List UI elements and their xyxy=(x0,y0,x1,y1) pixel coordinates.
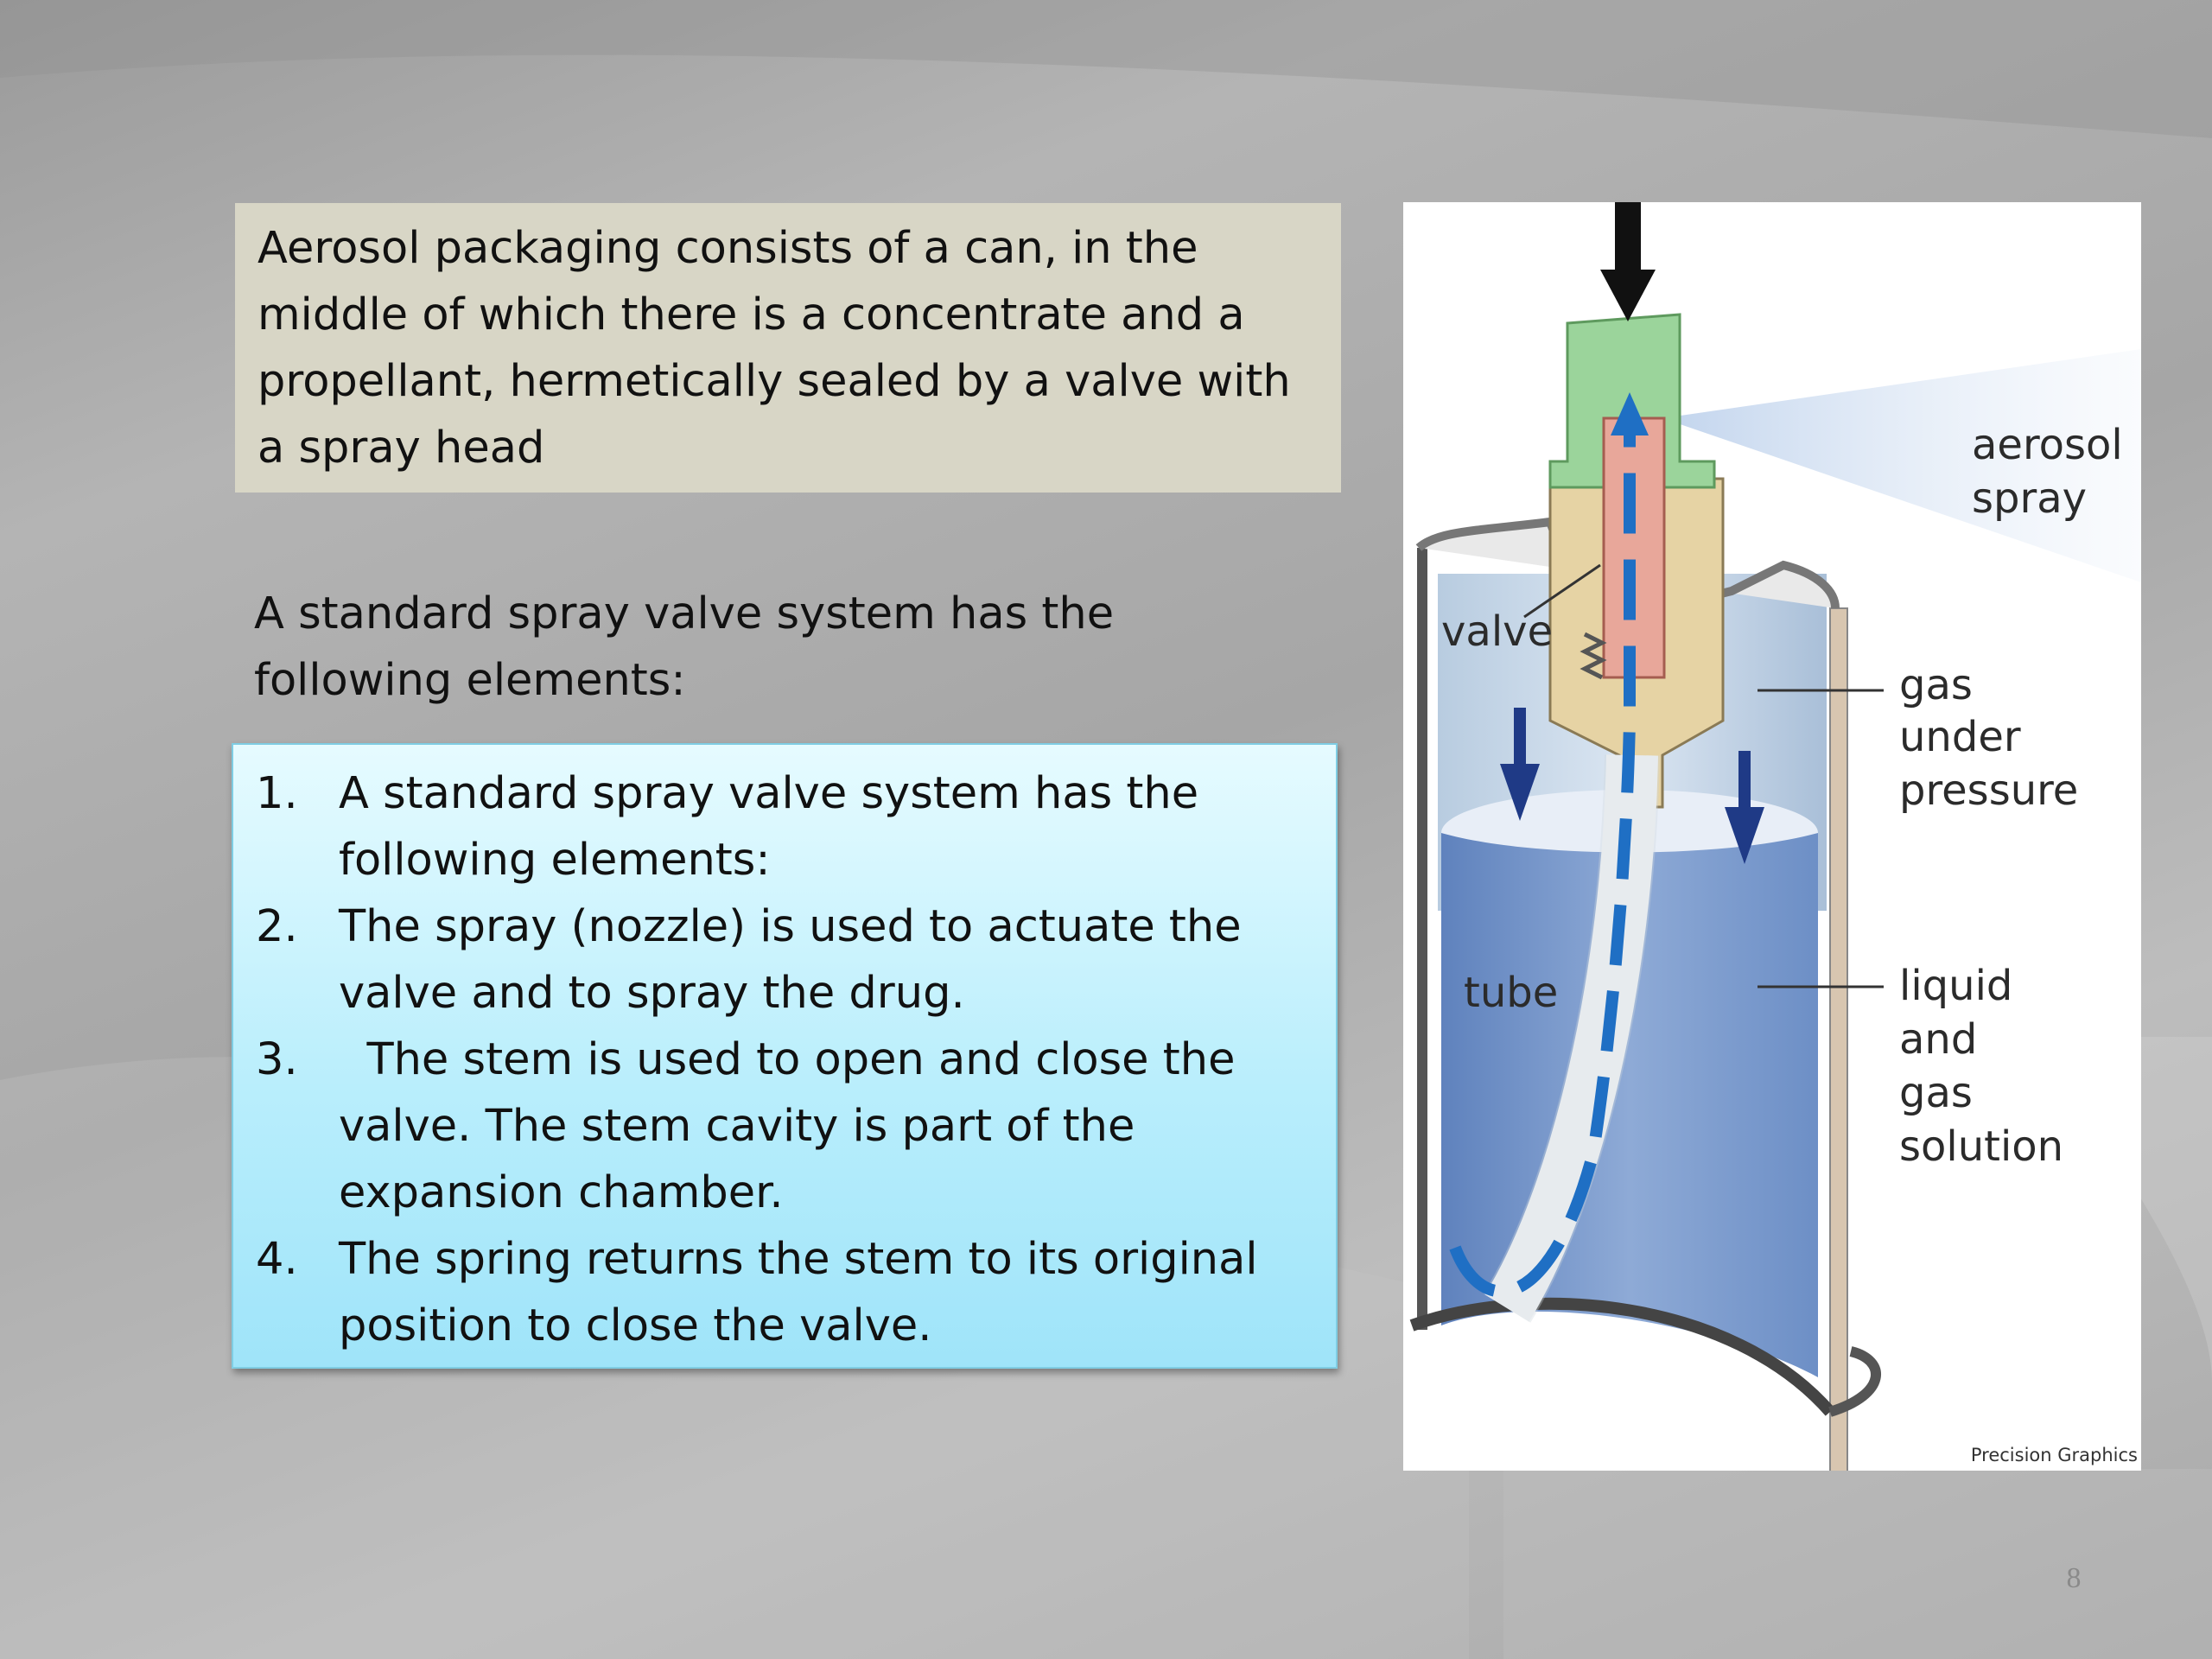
list-item xyxy=(256,893,1310,1027)
label-pressure: pressure xyxy=(1899,766,2079,815)
elements-heading-text: A standard spray valve system has the following elements: xyxy=(254,588,1115,706)
list-item-text: A standard spray valve system has the following elements: xyxy=(339,768,1199,886)
press-arrow-head xyxy=(1600,270,1656,321)
aerosol-can-diagram xyxy=(1403,202,2141,1471)
list-item xyxy=(256,1027,1310,1226)
label-solution: solution xyxy=(1899,1122,2064,1171)
intro-text: Aerosol packaging consists of a can, in the middle of which there is a concentrate and a propellant, hermetically sealed by a valve with a spray head xyxy=(257,223,1291,474)
label-under: under xyxy=(1899,713,2021,761)
elements-heading xyxy=(254,581,1239,714)
label-spray: spray xyxy=(1972,474,2088,523)
page-number: 8 xyxy=(2066,1562,2082,1594)
label-valve: valve xyxy=(1441,607,1554,656)
label-liquid: liquid xyxy=(1899,962,2013,1010)
press-arrow-shaft xyxy=(1615,202,1641,271)
list-item-text: The spray (nozzle) is used to actuate the valve and to spray the drug. xyxy=(339,901,1242,1019)
label-tube: tube xyxy=(1464,969,1559,1017)
list-item-number: 4. xyxy=(256,1234,298,1285)
list-item-text: The spring returns the stem to its original position to close the valve. xyxy=(339,1234,1258,1351)
list-item-number: 1. xyxy=(256,768,298,819)
list-item xyxy=(256,1226,1310,1359)
list-item-text: The stem is used to open and close the valve. The stem cavity is part of the expansion chamber. xyxy=(339,1034,1249,1218)
can-right-wall xyxy=(1830,608,1847,1471)
intro-text-box xyxy=(235,203,1341,493)
elements-list xyxy=(256,760,1310,1359)
list-item-number: 2. xyxy=(256,901,298,952)
label-and: and xyxy=(1899,1015,1978,1064)
label-aerosol: aerosol xyxy=(1972,421,2123,469)
elements-list-box xyxy=(232,743,1338,1369)
list-item xyxy=(256,760,1310,893)
image-credit: Precision Graphics xyxy=(1970,1445,2138,1465)
valve-stem xyxy=(1604,418,1664,677)
aerosol-can-illustration xyxy=(1403,202,2141,1471)
list-item-number: 3. xyxy=(256,1034,298,1085)
label-gas-solution: gas xyxy=(1899,1069,1973,1117)
label-gas: gas xyxy=(1899,661,1973,709)
